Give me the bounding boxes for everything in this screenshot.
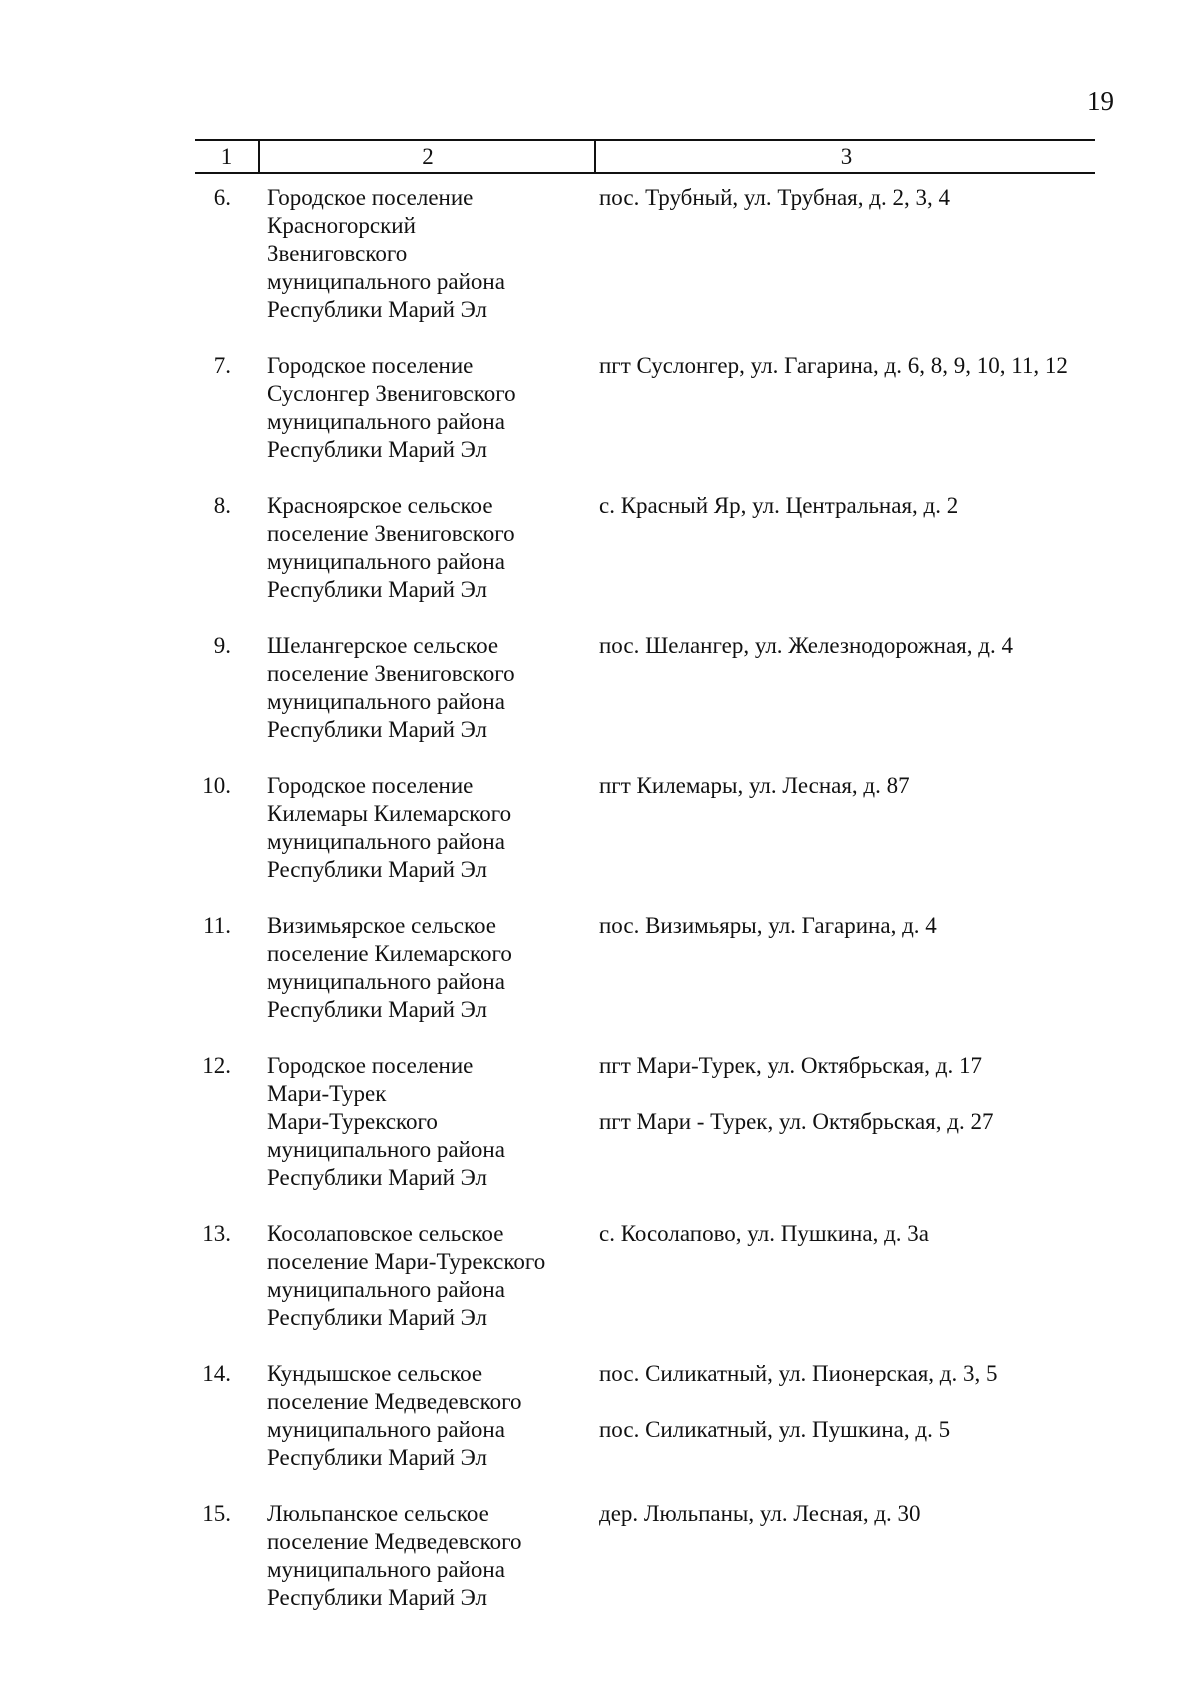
table-row — [195, 352, 1095, 464]
address: пос. Шелангер, ул. Железнодорожная, д. 4 — [599, 633, 1013, 658]
settlement-name — [267, 1220, 567, 1332]
settlement-name-line: Городское поселение — [267, 1053, 474, 1078]
row-number: 10. — [202, 773, 231, 798]
settlement-name-line: Звениговского — [267, 241, 408, 266]
settlement-name-line: Мари-Турек — [267, 1081, 387, 1106]
settlement-name — [267, 632, 567, 744]
settlement-name — [267, 1052, 567, 1192]
address: пос. Силикатный, ул. Пионерская, д. 3, 5 — [599, 1361, 998, 1386]
settlement-name-line: муниципального района — [267, 1417, 505, 1442]
settlement-name-line: Красногорский — [267, 213, 416, 238]
table-header — [195, 139, 1095, 174]
settlement-name-line: Республики Марий Эл — [267, 1305, 488, 1330]
row-number: 9. — [213, 633, 231, 658]
address: пгт Мари-Турек, ул. Октябрьская, д. 17 — [599, 1053, 982, 1078]
settlement-name-line: Городское поселение — [267, 353, 474, 378]
column-header-3: 3 — [594, 141, 1097, 172]
settlement-name-line: поселение Килемарского — [267, 941, 512, 966]
address: пос. Трубный, ул. Трубная, д. 2, 3, 4 — [599, 185, 950, 210]
settlement-name-line: Республики Марий Эл — [267, 1165, 488, 1190]
address: дер. Люльпаны, ул. Лесная, д. 30 — [599, 1501, 921, 1526]
page-number: 19 — [1087, 86, 1114, 116]
settlement-name-line: Суслонгер Звениговского — [267, 381, 516, 406]
settlement-name — [267, 352, 567, 464]
settlement-name-line: Городское поселение — [267, 185, 474, 210]
address-cell — [599, 352, 1069, 380]
settlement-name-line: Республики Марий Эл — [267, 297, 488, 322]
address: с. Красный Яр, ул. Центральная, д. 2 — [599, 493, 959, 518]
settlement-name — [267, 772, 567, 884]
settlement-name-line: муниципального района — [267, 269, 505, 294]
address-cell — [599, 1052, 1069, 1136]
address-cell — [599, 772, 1069, 800]
settlement-name-line: муниципального района — [267, 829, 505, 854]
settlement-name-line: Республики Марий Эл — [267, 997, 488, 1022]
settlement-name-line: Косолаповское сельское — [267, 1221, 504, 1246]
settlement-name-line: Республики Марий Эл — [267, 577, 488, 602]
row-number: 12. — [202, 1053, 231, 1078]
settlement-name-line: муниципального района — [267, 1137, 505, 1162]
settlement-name-line: поселение Медведевского — [267, 1529, 522, 1554]
settlement-name-line: Республики Марий Эл — [267, 717, 488, 742]
table-row — [195, 772, 1095, 884]
settlement-name-line: поселение Мари-Турекского — [267, 1249, 546, 1274]
row-number: 7. — [213, 353, 231, 378]
address-cell — [599, 912, 1069, 940]
row-number: 13. — [202, 1221, 231, 1246]
column-header-2: 2 — [258, 141, 596, 172]
address-cell — [599, 492, 1069, 520]
table-row — [195, 184, 1095, 324]
settlement-name-line: Кундышское сельское — [267, 1361, 483, 1386]
address-cell — [599, 1220, 1069, 1248]
table-row — [195, 1220, 1095, 1332]
table-row — [195, 1360, 1095, 1472]
address-cell — [599, 184, 1069, 212]
settlement-name-line: Республики Марий Эл — [267, 857, 488, 882]
row-number: 8. — [213, 493, 231, 518]
address: пгт Килемары, ул. Лесная, д. 87 — [599, 773, 910, 798]
address: с. Косолапово, ул. Пушкина, д. 3а — [599, 1221, 929, 1246]
table-row — [195, 912, 1095, 1024]
table-body — [195, 184, 1095, 1612]
settlement-name-line: Республики Марий Эл — [267, 437, 488, 462]
address: пос. Силикатный, ул. Пушкина, д. 5 — [599, 1417, 951, 1442]
address: пгт Мари - Турек, ул. Октябрьская, д. 27 — [599, 1109, 994, 1134]
settlement-name-line: Республики Марий Эл — [267, 1585, 488, 1610]
settlement-name-line: поселение Звениговского — [267, 661, 515, 686]
settlement-name-line: Люльпанское сельское — [267, 1501, 489, 1526]
column-header-1: 1 — [220, 144, 233, 169]
row-number: 14. — [202, 1361, 231, 1386]
settlement-name-line: Красноярское сельское — [267, 493, 493, 518]
table-row — [195, 1500, 1095, 1612]
address: пос. Визимьяры, ул. Гагарина, д. 4 — [599, 913, 937, 938]
settlement-name-line: Визимьярское сельское — [267, 913, 496, 938]
settlement-name-line: Килемары Килемарского — [267, 801, 512, 826]
settlement-name-line: муниципального района — [267, 1277, 505, 1302]
table-row — [195, 632, 1095, 744]
row-number: 15. — [202, 1501, 231, 1526]
address-cell — [599, 632, 1069, 660]
row-number: 11. — [203, 913, 231, 938]
settlement-name-line: муниципального района — [267, 969, 505, 994]
settlement-name-line: Мари-Турекского — [267, 1109, 438, 1134]
address-cell — [599, 1500, 1069, 1528]
settlement-name-line: Республики Марий Эл — [267, 1445, 488, 1470]
table-row — [195, 492, 1095, 604]
address-cell — [599, 1360, 1069, 1444]
address: пгт Суслонгер, ул. Гагарина, д. 6, 8, 9, 10, 11, 12 — [599, 353, 1068, 378]
row-number: 6. — [213, 185, 231, 210]
table-row — [195, 1052, 1095, 1192]
settlement-name — [267, 1360, 567, 1472]
settlement-name — [267, 184, 567, 324]
settlement-name-line: муниципального района — [267, 549, 505, 574]
settlement-name-line: поселение Медведевского — [267, 1389, 522, 1414]
settlement-name — [267, 1500, 567, 1612]
settlement-name-line: поселение Звениговского — [267, 521, 515, 546]
settlement-name — [267, 492, 567, 604]
settlement-name-line: Городское поселение — [267, 773, 474, 798]
settlement-name-line: муниципального района — [267, 1557, 505, 1582]
settlement-name-line: муниципального района — [267, 409, 505, 434]
settlement-name-line: муниципального района — [267, 689, 505, 714]
settlement-name — [267, 912, 567, 1024]
settlement-name-line: Шелангерское сельское — [267, 633, 499, 658]
